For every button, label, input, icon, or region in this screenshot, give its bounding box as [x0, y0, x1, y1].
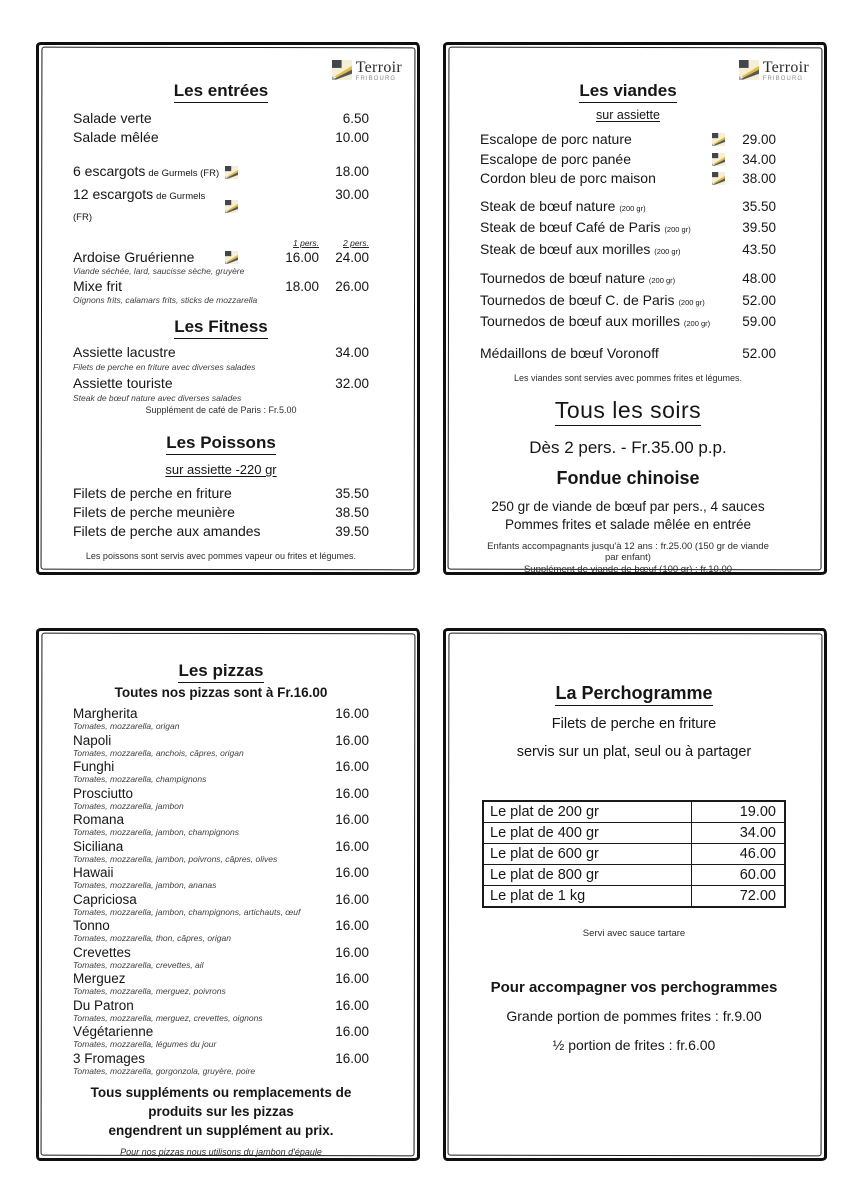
perchogramme-line: servis sur un plat, seul ou à partager	[516, 744, 752, 760]
menu-item	[73, 892, 369, 918]
section-footer-note: Les poissons sont servis avec pommes vapeur ou frites et légumes.	[85, 551, 357, 561]
menu-item-name: Steak de bœuf Café de Paris (200 gr)	[480, 219, 691, 235]
accompagnement-line: Grande portion de pommes frites : fr.9.00	[506, 1008, 762, 1024]
menu-item-name: Escalope de porc panée	[480, 150, 631, 167]
menu-item-name: Napoli	[73, 732, 112, 748]
menu-item-price: 16.00	[335, 891, 369, 907]
menu-item-description: Tomates, mozzarella, champignons	[73, 774, 207, 784]
menu-item-weight: (200 gr)	[678, 297, 705, 307]
menu-item-weight: (200 gr)	[654, 246, 681, 256]
menu-item-name: Merguez	[73, 971, 126, 986]
table-row	[483, 801, 785, 823]
menu-item	[73, 786, 369, 812]
menu-item-description: Tomates, mozzarella, jambon, champignons, artichauts, œuf	[73, 906, 301, 917]
menu-item-price: 18.00	[335, 164, 369, 179]
menu-item-name: Crevettes	[73, 944, 131, 960]
menu-item	[73, 343, 369, 372]
pizzas-footnote: Pour nos pizzas nous utilisons du jambon d'épaule	[120, 1147, 322, 1157]
menu-item-price-1pers: 18.00	[285, 279, 319, 294]
menu-item-price: 16.00	[335, 971, 369, 986]
menu-item	[73, 971, 369, 997]
menu-item-description: Tomates, mozzarella, crevettes, ail	[73, 959, 204, 970]
column-header-2pers: 2 pers.	[343, 238, 369, 248]
brand-name: Terroir	[762, 59, 809, 76]
menu-item-price: 16.00	[335, 785, 369, 801]
menu-item	[73, 945, 369, 971]
menu-item	[480, 312, 776, 334]
fondue-line: 250 gr de viande de bœuf par pers., 4 sauces	[491, 499, 765, 514]
menu-item-description: Tomates, mozzarella, gorgonzola, gruyère, poire	[73, 1065, 256, 1076]
section-subtitle: sur assiette -220 gr	[165, 462, 277, 477]
menu-item-name: Tournedos de bœuf aux morilles (200 gr)	[480, 313, 711, 329]
panel-viandes	[443, 42, 827, 575]
brand-region: FRIBOURG	[355, 76, 397, 82]
terroir-product-icon	[712, 153, 728, 166]
menu-item-description: Tomates, mozzarella, jambon	[73, 800, 184, 811]
fondue-title: Fondue chinoise	[556, 468, 700, 488]
terroir-product-icon	[225, 200, 241, 213]
menu-item-price: 48.00	[742, 271, 776, 286]
menu-item-price: 34.00	[335, 345, 369, 360]
menu-item-name: Tournedos de bœuf C. de Paris (200 gr)	[480, 291, 705, 308]
menu-item-name: Tonno	[73, 918, 110, 933]
menu-item-price: 39.50	[742, 220, 776, 235]
menu-item	[73, 1051, 369, 1077]
soirs-subtitle: Dès 2 pers. - Fr.35.00 p.p.	[529, 438, 727, 457]
table-row	[483, 865, 785, 886]
section-title-perchogramme: La Perchogramme	[482, 683, 786, 704]
menu-item-name: Hawaii	[73, 865, 114, 880]
menu-item	[480, 218, 776, 240]
table-cell-label: Le plat de 400 gr	[483, 823, 692, 844]
fondue-note: Supplément de viande de bœuf (100 gr) : fr.10.00	[523, 564, 733, 575]
menu-item-description: Tomates, mozzarella, jambon, champignons	[73, 827, 239, 837]
menu-item-name: Romana	[73, 812, 125, 827]
menu-item-name: Steak de bœuf nature (200 gr)	[480, 197, 646, 214]
menu-item	[73, 865, 369, 891]
menu-item-description: Tomates, mozzarella, merguez, crevettes, oignons	[73, 1012, 263, 1023]
menu-item	[480, 130, 776, 150]
menu-item	[480, 150, 776, 170]
menu-item-price: 52.00	[742, 292, 776, 308]
menu-item-price: 52.00	[742, 345, 776, 361]
menu-item-price: 29.00	[742, 132, 776, 147]
section-footer-note: Les viandes sont servies avec pommes frites et légumes.	[513, 373, 743, 383]
menu-item-name: 6 escargots de Gurmels (FR)	[73, 163, 220, 179]
menu-item-price: 6.50	[342, 111, 369, 126]
menu-item-name: Mixe frit	[73, 278, 122, 294]
menu-item-description: Tomates, mozzarella, anchois, câpres, origan	[73, 747, 244, 758]
menu-item-price: 10.00	[335, 130, 369, 145]
menu-item-name: Assiette lacustre	[73, 344, 176, 360]
table-cell-price: 46.00	[692, 844, 786, 865]
table-row	[483, 844, 785, 865]
menu-item-price: 16.00	[335, 865, 369, 880]
menu-item-description: Tomates, mozzarella, origan	[73, 721, 180, 731]
panel-pizzas	[36, 628, 420, 1161]
menu-item	[480, 269, 776, 291]
menu-item-name: Tournedos de bœuf nature (200 gr)	[480, 270, 676, 286]
menu-item	[480, 169, 776, 189]
menu-item-price-2pers: 26.00	[335, 279, 369, 294]
menu-item-name: 12 escargots de Gurmels (FR)	[73, 186, 206, 223]
perchogramme-line: Filets de perche en friture	[551, 716, 717, 732]
supplement-note: Supplément de café de Paris : Fr.5.00	[145, 405, 297, 415]
brand-name: Terroir	[355, 59, 402, 76]
menu-item-price: 16.00	[335, 1024, 369, 1039]
menu-item	[73, 1024, 369, 1050]
menu-item-price: 16.00	[335, 732, 369, 748]
menu-item	[480, 291, 776, 313]
menu-item-name: Médaillons de bœuf Voronoff	[480, 344, 659, 361]
menu-item-price-2pers: 24.00	[335, 250, 369, 265]
panel-entrees	[36, 42, 420, 575]
terroir-product-icon	[225, 166, 241, 179]
menu-item	[73, 759, 369, 785]
table-cell-price: 34.00	[692, 823, 786, 844]
table-cell-label: Le plat de 600 gr	[483, 844, 692, 865]
table-cell-label: Le plat de 800 gr	[483, 865, 692, 886]
section-title-pizzas: Les pizzas	[73, 661, 369, 681]
menu-item-price: 16.00	[335, 838, 369, 854]
price-columns-header	[73, 237, 369, 249]
perchogramme-table	[482, 800, 786, 908]
section-subtitle: sur assiette	[596, 108, 660, 122]
section-title-entrees: Les entrées	[73, 81, 369, 101]
table-cell-price: 72.00	[692, 886, 786, 908]
menu-item-name: Filets de perche en friture	[73, 485, 232, 501]
menu-item-price: 43.50	[742, 241, 776, 257]
menu-item	[73, 128, 369, 147]
menu-item-description: Filets de perche en friture avec diverses salades	[73, 362, 256, 372]
menu-item-price: 32.00	[335, 376, 369, 391]
table-row	[483, 886, 785, 908]
menu-item-name: Capriciosa	[73, 891, 137, 907]
terroir-logo	[739, 60, 809, 82]
menu-item-weight: (200 gr)	[683, 319, 711, 328]
menu-item-price: 16.00	[335, 918, 369, 933]
menu-item-weight: (200 gr)	[619, 203, 646, 213]
menu-item-description: Steak de bœuf nature avec diverses salades	[73, 393, 242, 403]
menu-item-name: Salade mêlée	[73, 129, 159, 145]
menu-item-name: Salade verte	[73, 110, 152, 126]
menu-item-price: 16.00	[335, 706, 369, 721]
menu-item-origin: de Gurmels (FR)	[73, 191, 206, 223]
menu-item-name: Du Patron	[73, 997, 134, 1013]
menu-item-description: Tomates, mozzarella, jambon, ananas	[73, 880, 217, 890]
menu-item-name: Margherita	[73, 706, 138, 721]
menu-item-name: Prosciutto	[73, 785, 134, 801]
menu-item	[73, 998, 369, 1024]
accompagnement-title: Pour accompagner vos perchogrammes	[490, 979, 778, 996]
fondue-note: Enfants accompagnants jusqu'à 12 ans : fr.25.00 (150 gr de viande par enfant)	[487, 541, 769, 563]
menu-item-price: 38.50	[335, 505, 369, 520]
pizzas-note: Tous suppléments ou remplacements de produits sur les pizzas engendrent un supplément au prix.	[90, 1085, 352, 1138]
menu-item-price: 59.00	[742, 314, 776, 329]
menu-item	[73, 733, 369, 759]
terroir-logo	[332, 60, 402, 82]
table-row	[483, 823, 785, 844]
menu-item-price: 38.00	[742, 171, 776, 186]
menu-item-description: Tomates, mozzarella, jambon, poivrons, câpres, olives	[73, 853, 278, 864]
menu-item-name: Funghi	[73, 759, 115, 774]
menu-item-price: 34.00	[742, 151, 776, 167]
menu-item-name: Végétarienne	[73, 1024, 154, 1039]
menu-item-price: 30.00	[335, 187, 369, 202]
section-title-poissons: Les Poissons	[73, 433, 369, 453]
menu-item-price: 16.00	[335, 997, 369, 1013]
menu-item-name: Filets de perche meunière	[73, 504, 235, 520]
menu-item-name: Cordon bleu de porc maison	[480, 170, 656, 186]
menu-item-price-1pers: 16.00	[285, 250, 319, 265]
accompagnement-line: ½ portion de frites : fr.6.00	[552, 1037, 716, 1053]
section-title-viandes: Les viandes	[480, 81, 776, 101]
terroir-product-icon	[712, 172, 728, 185]
menu-item	[73, 185, 369, 227]
menu-item	[73, 706, 369, 732]
menu-item-name: 3 Fromages	[73, 1050, 146, 1066]
section-title-fitness: Les Fitness	[73, 317, 369, 337]
menu-item	[73, 278, 369, 305]
column-header-1pers: 1 pers.	[293, 238, 319, 248]
menu-item-name: Assiette touriste	[73, 375, 173, 391]
terroir-logo-icon	[332, 60, 352, 80]
terroir-product-icon	[225, 251, 241, 264]
menu-item	[73, 522, 369, 541]
menu-item-name: Ardoise Gruérienne	[73, 249, 195, 265]
brand-region: FRIBOURG	[762, 76, 804, 82]
terroir-logo-icon	[739, 60, 759, 80]
menu-item-weight: (200 gr)	[648, 276, 676, 285]
menu-item-name: Filets de perche aux amandes	[73, 523, 261, 539]
menu-item	[73, 249, 369, 276]
menu-item	[73, 109, 369, 128]
panel-perchogramme	[443, 628, 827, 1161]
menu-item-price: 35.50	[335, 486, 369, 501]
fondue-line: Pommes frites et salade mêlée en entrée	[504, 517, 752, 532]
table-cell-label: Le plat de 200 gr	[483, 801, 692, 823]
menu-item-description: Tomates, mozzarella, merguez, poivrons	[73, 986, 226, 996]
table-footer-note: Servi avec sauce tartare	[582, 928, 686, 939]
menu-item-name: Steak de bœuf aux morilles (200 gr)	[480, 240, 681, 257]
menu-item-price: 16.00	[335, 812, 369, 827]
menu-item	[480, 240, 776, 262]
menu-item-description: Oignons frits, calamars frits, sticks de mozzarella	[73, 295, 258, 305]
section-title-tous-les-soirs: Tous les soirs	[480, 397, 776, 424]
menu-item-name: Siciliana	[73, 838, 124, 854]
table-cell-price: 19.00	[692, 801, 786, 823]
menu-item-origin: de Gurmels (FR)	[148, 168, 220, 179]
menu-item	[73, 812, 369, 838]
menu-item-price: 16.00	[335, 1050, 369, 1066]
menu-item-description: Viande séchée, lard, saucisse sèche, gruyère	[73, 266, 245, 276]
menu-item	[73, 484, 369, 503]
terroir-product-icon	[712, 133, 728, 146]
menu-item	[73, 503, 369, 522]
menu-item	[480, 197, 776, 219]
menu-item-name: Escalope de porc nature	[480, 131, 632, 147]
menu-item	[73, 374, 369, 403]
menu-item-description: Tomates, mozzarella, thon, câpres, origan	[73, 933, 231, 943]
menu-item	[73, 918, 369, 944]
menu-item-price: 16.00	[335, 944, 369, 960]
menu-item	[73, 162, 369, 183]
table-cell-label: Le plat de 1 kg	[483, 886, 692, 908]
menu-item-weight: (200 gr)	[664, 225, 691, 234]
table-cell-price: 60.00	[692, 865, 786, 886]
menu-item	[480, 344, 776, 364]
menu-item-price: 39.50	[335, 524, 369, 539]
menu-item	[73, 839, 369, 865]
pizzas-subtitle: Toutes nos pizzas sont à Fr.16.00	[114, 685, 328, 700]
menu-item-price: 16.00	[335, 759, 369, 774]
menu-item-description: Tomates, mozzarella, légumes du jour	[73, 1039, 217, 1049]
menu-item-price: 35.50	[742, 198, 776, 214]
